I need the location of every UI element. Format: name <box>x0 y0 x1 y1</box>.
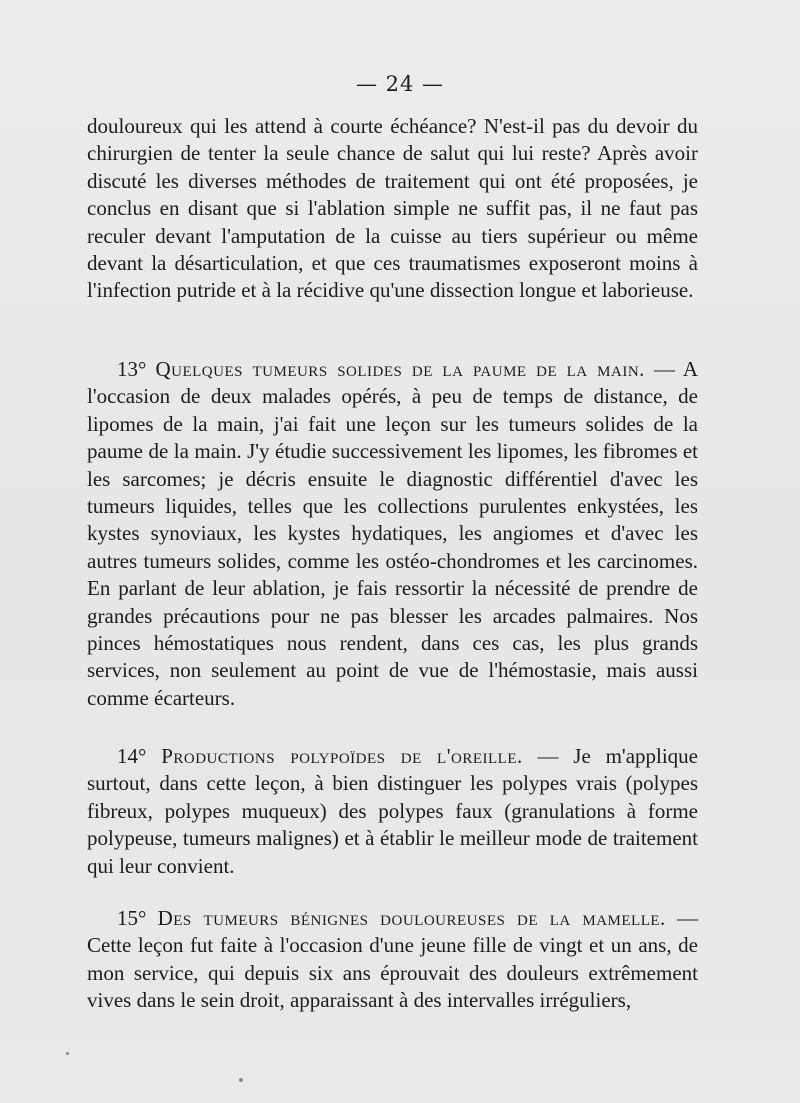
section-paragraph <box>87 905 698 1015</box>
section-15 <box>87 905 698 1015</box>
page-number: — 24 — <box>355 72 445 96</box>
section-paragraph <box>87 743 698 880</box>
paper-speck <box>66 1052 69 1055</box>
paragraph-text: douloureux qui les attend à courte échéance? N'est-il pas du devoir du chirurgien de tenter la seule chance de salut qui lui reste? Après avoir discuté les diverses méthodes de traitement qui ont été proposées, je conclus en disant que si l'ablation simple ne suffit pas, il ne faut pas reculer devant l'amputation de la cuisse au tiers supérieur ou même devant la désarticulation, et que ces traumatismes exposeront moins à l'infection putride et à la récidive qu'une dissection longue et laborieuse. <box>87 114 698 303</box>
section-heading: Des tumeurs bénignes douloureuses de la mamelle. <box>157 906 666 930</box>
section-heading: Productions polypoïdes de l'oreille. <box>161 744 523 768</box>
section-text: — Je m'applique surtout, dans cette leçon, à bien distinguer les polypes vrais (polypes fibreux, polypes muqueux) des polypes faux (granulations à forme polypeuse, tumeurs malignes) et à établir le meilleur mode de traitement qui leur convient. <box>87 744 698 878</box>
section-number: 14° <box>117 744 147 768</box>
section-number: 15° <box>117 906 147 930</box>
section-number: 13° <box>117 357 147 381</box>
section-13 <box>87 356 698 712</box>
section-paragraph <box>87 356 698 712</box>
paragraph-continuation <box>87 113 698 305</box>
paper-speck <box>239 1078 243 1082</box>
section-14 <box>87 743 698 880</box>
section-text: — Cette leçon fut faite à l'occasion d'une jeune fille de vingt et un ans, de mon service, qui depuis six ans éprouvait des douleurs extrêmement vives dans le sein droit, apparaissant à des intervalles irréguliers, <box>87 906 698 1013</box>
section-heading: Quelques tumeurs solides de la paume de la main. <box>155 357 645 381</box>
section-text: — A l'occasion de deux malades opérés, à peu de temps de distance, de lipomes de la main, j'ai fait une leçon sur les tumeurs solides de la paume de la main. J'y étudie successivement les lipomes, les fibromes et les sarcomes; je décris ensuite le diagnostic différentiel d'avec les tumeurs liquides, telles que les collections purulentes enkystées, les kystes synoviaux, les kystes hydatiques, les angiomes et d'avec les autres tumeurs solides, comme les ostéo-chondromes et les carcinomes. En parlant de leur ablation, je fais ressortir la nécessité de prendre de grandes précautions pour ne pas blesser les arcades palmaires. Nos pinces hémostatiques nous rendent, dans ces cas, les plus grands services, non seulement au point de vue de l'hémostasie, mais aussi comme écarteurs. <box>87 357 699 710</box>
